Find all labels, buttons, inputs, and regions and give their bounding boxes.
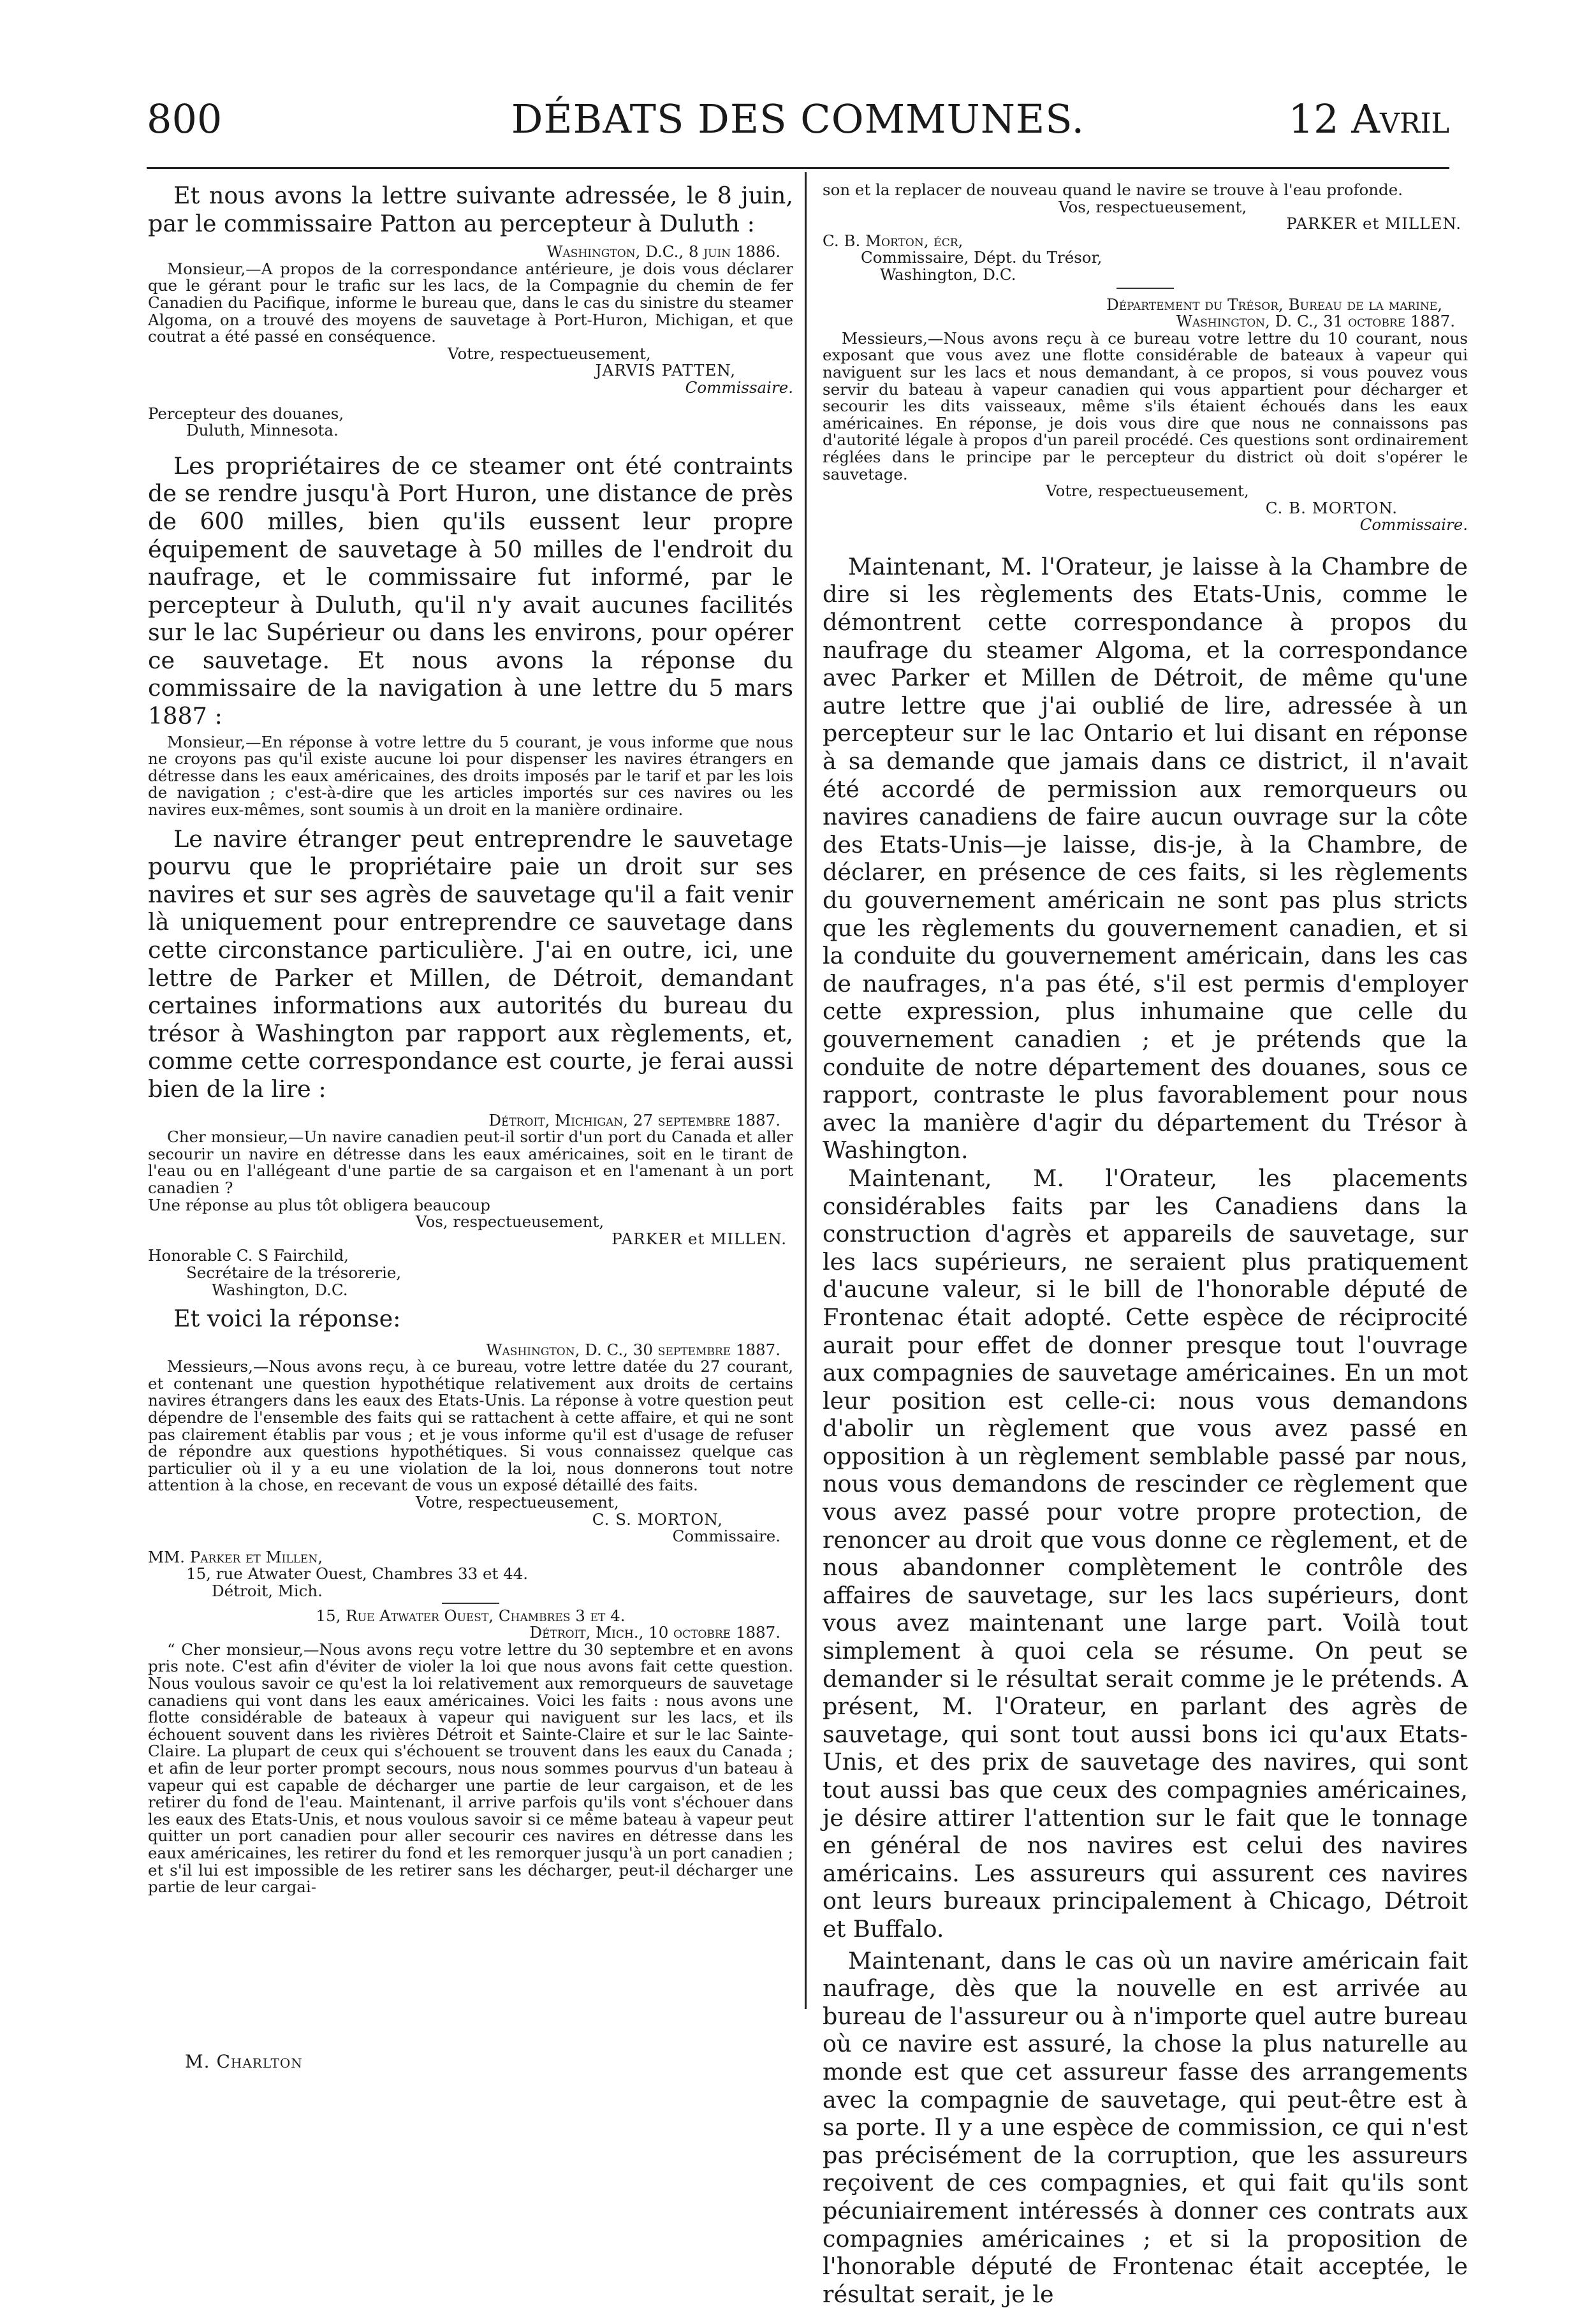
letter-address: Washington, D.C. (880, 265, 1016, 284)
paragraph: Les propriétaires de ce steamer ont été contraints de se rendre jusqu'à Port Huron, une distance de près de 600 milles, bien qu'ils eussent leur propre équipement de sauvetage à 50 milles de l'endroit du naufrage, et le commissaire fut informé, par le percepteur à Duluth, qu'il n'y avait aucunes facilités sur le lac Supérieur ou dans les environs, pour opérer ce sauvetage. Et nous avons la réponse du commissaire de la navigation à une lettre du 5 mars 1887 : (148, 452, 793, 730)
page-date (1289, 96, 1449, 142)
page-header (147, 96, 1449, 147)
letter-signature: PARKER et MILLEN. (611, 1229, 787, 1248)
paragraph: Maintenant, dans le cas où un navire américain fait naufrage, dès que la nouvelle en est arrivée au bureau de l'assureur ou à n'importe quel autre bureau où ce navire est assuré, la chose la plus naturelle au monde est que cet assureur fasse des arrangements avec la compagnie de sauvetage, qui peut-être est à sa porte. Il y a une espèce de commission, ce qui n'est pas précisément de la corruption, que les assureurs reçoivent de ces compagnies, et qui fait qu'ils sont pécuniairement intéressés à donner ces contrats aux compagnies américaines ; et si la proposition de l'honorable député de Frontenac était acceptée, le résultat serait, je le (823, 1946, 1468, 2308)
paragraph: Maintenant, M. l'Orateur, les placements considérables faits par les Canadiens dans la construction d'agrès et appareils de sauvetage, sur les lacs supérieurs, ne seraient plus pratiquement d'aucune valeur, si le bill de l'honorable député de Frontenac était adopté. Cette espèce de réciprocité aurait pour effet de donner presque tout l'ouvrage aux compagnies de sauvetage américaines. En un mot leur position est celle-ci: nous vous demandons d'abolir un règlement que vous avez passé en opposition à un règlement semblable passé par nous, nous vous demandons de rescinder ce règlement que vous avez passé pour votre propre protection, de renoncer au droit que vous donne ce règlement, et de nous abandonner complètement le contrôle des affaires de sauvetage, sur les lacs supérieurs, dont vous avez maintenant une large part. Voilà tout simplement à quoi cela se résume. On peut se demander si le résultat serait comme je le prétends. A présent, M. l'Orateur, en parlant des agrès de sauvetage, qui sont tout aussi bons ici qu'aux Etats-Unis, et des prix de sauvetage des navires, qui sont tout aussi bas que ceux des compagnies américaines, je désire attirer l'attention sur le fait que le tonnage en général de nos navires est celui des navires américains. Les assureurs qui assurent ces navires ont leurs bureaux principalement à Chicago, Détroit et Buffalo. (823, 1164, 1468, 1943)
paragraph: Et nous avons la lettre suivante adressée, le 8 juin, par le commissaire Patton au percepteur à Duluth : (148, 182, 793, 237)
letter-body: Cher monsieur,—Un navire canadien peut-il sortir d'un port du Canada et aller secourir un navire en détresse dans les eaux américaines, soit en le tirant de l'eau ou en l'allégeant d'une partie de sa cargaison et en l'amenant à un port canadien ? (148, 1128, 793, 1197)
letter-heading: Département du Trésor, Bureau de la marine, (1106, 295, 1442, 314)
letter-address: Détroit, Mich. (212, 1582, 323, 1600)
column-rule (805, 172, 807, 2009)
divider (442, 1603, 499, 1604)
letter-body: Monsieur,—En réponse à votre lettre du 5 courant, je vous informe que nous ne croyons pas qu'il existe aucune loi pour dispenser les navires étrangers en détresse dans les eaux américaines, des droits imposés par le tarif et par les lois de navigation ; c'est-à-dire que les articles importés sur ces navires ou les navires eux-mêmes, sont soumis à un droit en la manière ordinaire. (148, 732, 793, 820)
letter-signature: C. B. MORTON. (1265, 498, 1398, 517)
letter-body: son et la replacer de nouveau quand le navire se trouve à l'eau profonde. (823, 180, 1403, 199)
letter-signature: PARKER et MILLEN. (1286, 214, 1461, 233)
letter-address: MM. Parker et Millen, (148, 1547, 323, 1566)
letter-address: Secrétaire de la trésorerie, (186, 1263, 402, 1282)
letter-closing: Votre, respectueusement, (1046, 481, 1249, 501)
letter-closing: Vos, respectueusement, (416, 1212, 604, 1231)
letter-address: Percepteur des douanes, (148, 404, 344, 423)
letter-address: 15, rue Atwater Ouest, Chambres 33 et 44. (186, 1564, 529, 1584)
letter-body: Monsieur,—A propos de la correspondance antérieure, je dois vous déclarer que le gérant pour le trafic sur les lacs, de la Compagnie du chemin de fer Canadien du Pacifique, informe le bureau que, dans le cas du sinistre du steamer Algoma, on a trouvé des moyens de sauvetage à Port-Huron, Michigan, et que coutrat a été passé en conséquence. (148, 259, 793, 346)
letter-date: Washington, D. C., 30 septembre 1887. (486, 1340, 780, 1359)
page-title: DÉBATS DES COMMUNES. (511, 96, 1085, 142)
page-number: 800 (147, 96, 223, 142)
letter-signature-title: Commissaire. (1359, 515, 1468, 534)
letter-body: Une réponse au plus tôt obligera beaucoup (148, 1195, 490, 1214)
header-rule (147, 167, 1449, 169)
letter-address: Duluth, Minnesota. (186, 421, 339, 440)
letter-date: Washington, D. C., 31 octobre 1887. (1176, 312, 1455, 331)
letter-heading: 15, Rue Atwater Ouest, Chambres 3 et 4. (316, 1606, 626, 1625)
letter-body: Messieurs,—Nous avons reçu à ce bureau votre lettre du 10 courant, nous exposant que vous avez une flotte considérable de bateaux à vapeur qui naviguent sur les lacs et nous demandant, à ce propos, si vous pouvez vous servir du bateau à vapeur canadien qui vous appartient pour décharger et secourir les dits vaisseaux, même s'ils étaient échoués dans les eaux américaines. En réponse, je dois vous dire que nous ne connaissons pas d'autorité légale à propos d'un pareil procédé. Ces questions sont ordinairement réglées dans le principe par le percepteur du district où doit s'opérer le sauvetage. (823, 328, 1468, 483)
speaker-name: M. Charlton (185, 2051, 303, 2072)
letter-date: Washington, D.C., 8 juin 1886. (546, 242, 780, 261)
date-month: Avril (1351, 96, 1449, 142)
letter-signature: JARVIS PATTEN, (595, 361, 736, 380)
paragraph: Et voici la réponse: (173, 1305, 401, 1333)
paragraph: Le navire étranger peut entreprendre le sauvetage pourvu que le propriétaire paie un droit sur ses navires et sur ses agrès de sauvetage qu'il a fait venir là uniquement pour entreprendre ce sauvetage dans cette circonstance particulière. J'ai en outre, ici, une lettre de Parker et Millen, de Détroit, demandant certaines informations aux autorités du bureau du trésor à Washington par rapport aux règlements, et, comme cette correspondance est courte, je ferai aussi bien de la lire : (148, 825, 793, 1103)
letter-body: Messieurs,—Nous avons reçu, à ce bureau, votre lettre datée du 27 courant, et contenant une question hypothétique relativement aux droits de certains navires étrangers dans les eaux des Etats-Unis. La réponse à votre question peut dépendre de l'ensemble des faits qui se rattachent à cette affaire, et qui ne sont pas clairement établis par vous ; et je vous informe qu'il est d'usage de refuser de répondre aux questions hypothétiques. Si vous connaissez quelque cas particulier où il y a eu une violation de la loi, nous donnerons tout notre attention à la chose, en recevant de vous un exposé détaillé des faits. (148, 1357, 793, 1495)
divider (1116, 288, 1174, 289)
left-column (148, 182, 793, 1896)
letter-address: Commissaire, Dépt. du Trésor, (861, 248, 1102, 267)
letter-signature: C. S. MORTON, (592, 1510, 723, 1529)
letter-closing: Votre, respectueusement, (448, 344, 651, 363)
letter-signature-title: Commissaire. (672, 1527, 780, 1546)
letter-closing: Votre, respectueusement, (416, 1493, 619, 1512)
letter-closing: Vos, respectueusement, (1058, 197, 1247, 216)
letter-address: Honorable C. S Fairchild, (148, 1246, 349, 1265)
letter-address: C. B. Morton, écr, (823, 231, 963, 250)
date-day: 12 (1288, 96, 1339, 142)
letter-date: Détroit, Michigan, 27 septembre 1887. (488, 1110, 780, 1129)
letter-body: “ Cher monsieur,—Nous avons reçu votre lettre du 30 septembre et en avons pris note. C'est afin d'éviter de violer la loi que nous avons fait cette question. Nous voulous savoir ce qu'est la loi relativement aux remorqueurs de sauvetage canadiens qui vont dans les eaux américaines. Voici les faits : nous avons une flotte considérable de bateaux à vapeur qui naviguent sur les lacs, et ils échouent souvent dans les rivières Détroit et Sainte-Claire et sur le lac Sainte-Claire. La plupart de ceux qui s'échouent se trouvent dans les eaux du Canada ; et afin de leur porter prompt secours, nous nous sommes pourvus d'un bateau à vapeur qui est capable de décharger une partie de leur cargaison, et de les retirer du fond de l'eau. Maintenant, il arrive parfois qu'ils vont s'échouer dans les eaux des Etats-Unis, et nous voulous savoir si ce même bateau à vapeur peut quitter un port canadien pour aller secourir ces navires en détresse dans les eaux américaines, les retirer du fond et les remorquer jusqu'à un port canadien ; et s'il lui est impossible de les retirer sans les décharger, peut-il décharger une partie de leur cargai- (148, 1640, 793, 1897)
letter-signature-title: Commissaire. (685, 378, 793, 397)
letter-date: Détroit, Mich., 10 octobre 1887. (529, 1623, 780, 1642)
paragraph: Maintenant, M. l'Orateur, je laisse à la Chambre de dire si les règlements des Etats-Unis, comme le démontrent cette correspondance à propos du naufrage du steamer Algoma, et la correspondance avec Parker et Millen de Détroit, de même qu'une autre lettre que j'ai oublié de lire, adressée à un percepteur sur le lac Ontario et lui disant en réponse à sa demande que jamais dans ce district, il n'avait été accordé de permission aux remorqueurs ou navires canadiens de faire aucun ouvrage sur la côte des Etats-Unis—je laisse, dis-je, à la Chambre, de déclarer, en présence de ces faits, si les règlements du gouvernement américain ne sont pas plus stricts que les règlements du gouvernement canadien, et si la conduite du gouvernement américain, dans les cas de naufrages, n'a pas été, s'il est permis d'employer cette expression, plus inhumaine que celle du gouvernement canadien ; et je prétends que la conduite de notre département des douanes, sous ce rapport, contraste le plus favorablement pour nous avec la manière d'agir du département du Trésor à Washington. (823, 552, 1468, 1165)
right-column (823, 182, 1468, 2308)
letter-address: Washington, D.C. (212, 1280, 348, 1299)
